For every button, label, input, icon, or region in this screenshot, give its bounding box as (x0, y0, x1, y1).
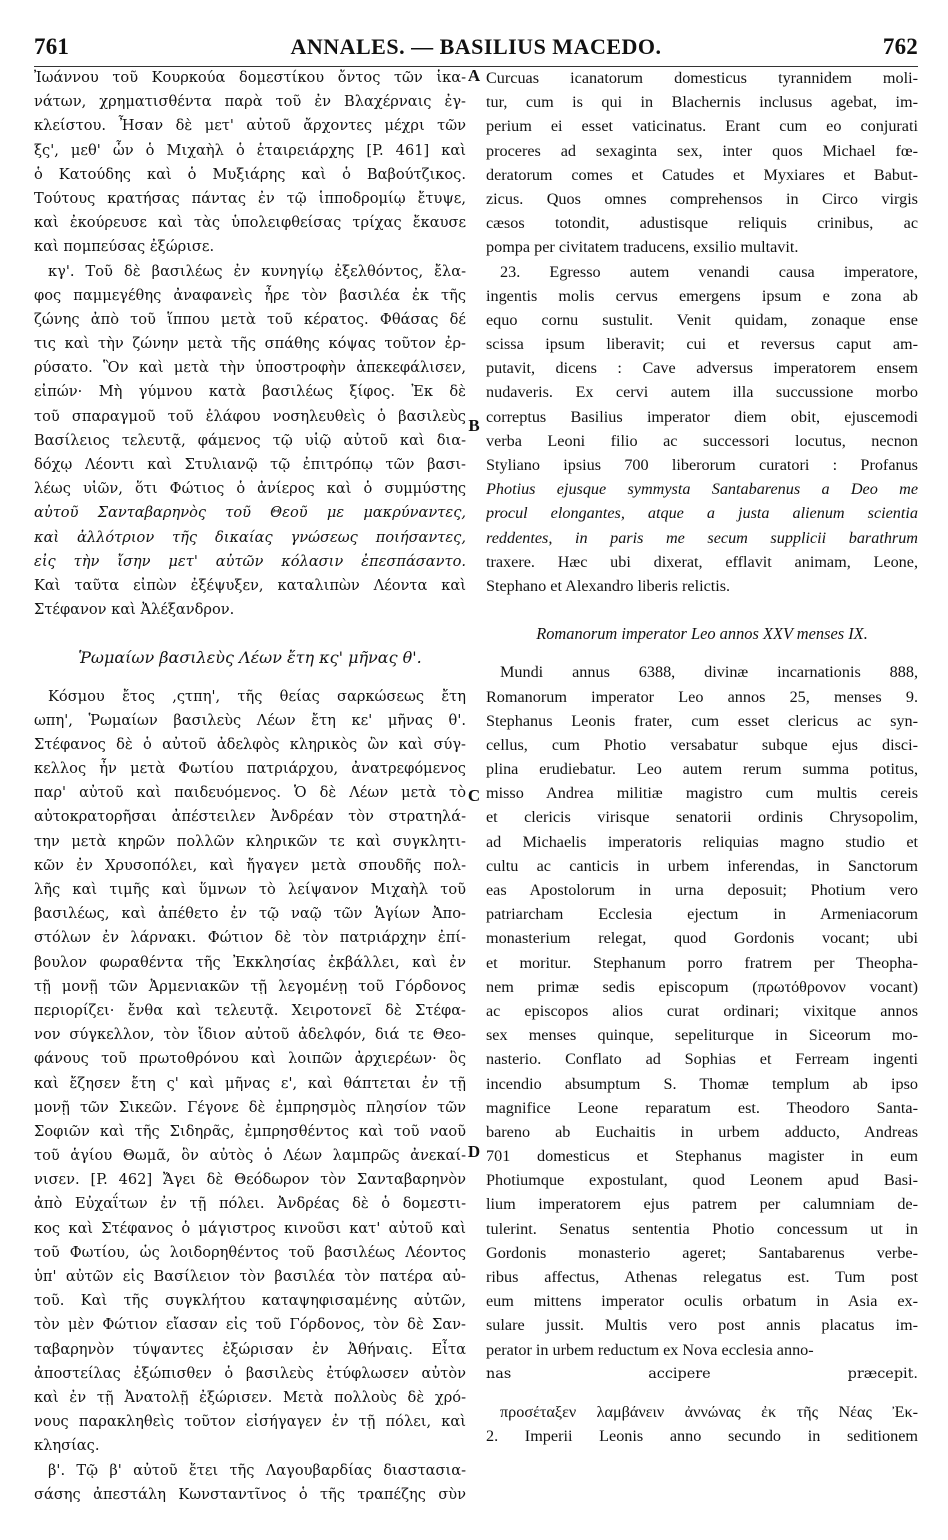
greek-line: Στέφανον καὶ Ἀλέξανδρον. (34, 601, 235, 619)
latin-line: magnifice Leone reparatum est. Theodoro Santa- (486, 1098, 918, 1117)
latin-line: plina erudiebatur. Leo autem rerum summa potitus, (486, 760, 918, 779)
latin-line: scissa ipsum liberavit; cui et reversus caput am- (486, 335, 918, 354)
latin-line: nem primæ sedis episcopum (πρωτόθρονον vocant) (486, 977, 918, 996)
latin-line: sex menses quinque, sepeliturque in Siceorum mo- (486, 1026, 918, 1045)
latin-line: nasterio. Conflato ad Sophias et Ferream ingenti (486, 1050, 918, 1069)
greek-line: καὶ ἐκούρευσε καὶ τὰς ὑπολειφθείσας τρίχας ἔκαυσε (34, 214, 466, 232)
greek-line: την μετὰ κηρῶν πολλῶν κληρικῶν τε καὶ συγκλητι- (34, 832, 466, 850)
greek-column (34, 66, 466, 1507)
greek-line: Κόσμου ἔτος ,ςτπη', τῆς θείας σαρκώσεως ἔτη (48, 687, 466, 705)
greek-line: ἀπὸ Εὐχαΐτων ἐν τῇ πόλει. Ἀνδρέας δὲ ὁ δομεστι- (34, 1195, 466, 1213)
greek-line: Τούτους κρατήσας πάντας ἐν τῷ ἱπποδρομίῳ ἔτυψε, (34, 189, 466, 207)
greek-line: νισεν. [P. 462] Ἄγει δὲ Θεόδωρον τὸν Σανταβαρηνὸν (34, 1171, 466, 1189)
greek-line: λέως υἱῶν, ὅτι Φώτιος ὁ ἀνίερος καὶ ὁ συμμύστης (34, 480, 466, 498)
margin-marker-d: D (467, 1142, 481, 1161)
latin-line: cultu ac canticis in urbem inferendas, in Sanctorum (486, 856, 918, 875)
spacer (486, 646, 918, 660)
greek-line: τοῦ ἁγίου Θωμᾶ, ὃν αὐτὸς ὁ Λέων λαμπρῶς ἀνεκαί- (34, 1147, 466, 1165)
latin-line: procul elongantes, atque a justa alienum scientia (486, 504, 918, 523)
greek-line: τοῦ Φωτίου, ὡς λοιδορηθέντος τοῦ βασιλέως Λέοντος (34, 1243, 466, 1261)
latin-line: ad Michaelis imperatoris reliquias magno studio et (486, 832, 918, 851)
latin-line: eas Apostolorum in urna deposuit; Photium vero (486, 881, 918, 899)
greek-line: καὶ ἐν τῇ Ἀνατολῇ ἐξώρισεν. Μετὰ πολλοὺς δὲ χρό- (34, 1388, 466, 1406)
greek-line: ὁ Κατούδης καὶ ὁ Μυξιάρης καὶ ὁ Βαβούτζικος. (34, 165, 466, 183)
greek-line: καὶ ἀλλότριον τῆς δικαίας γνώσεως ποιήσαντες, (34, 528, 466, 546)
latin-line: reddentes, in paris me secum supplicii barathrum (486, 528, 918, 547)
greek-line: κῶν ἐν Χρυσοπόλει, καὶ ἤγαγεν μετὰ σπουδῆς πολ- (34, 856, 466, 874)
greek-line: ωπη', Ῥωμαίων βασιλεὺς Λέων ἔτη κε' μῆνας θ'. (34, 711, 466, 729)
latin-line: monasterium relegat, quod Gordonis vocant; ubi (486, 929, 918, 948)
greek-line: δόχῳ Λέοντι καὶ Στυλιανῷ τῷ ἐπιτρόπῳ τῶν βασι- (34, 456, 466, 473)
latin-line: pompa per civitatem traducens, exsilio multavit. (486, 238, 799, 257)
greek-section-heading: Ῥωμαίων βασιλεὺς Λέων ἔτη κς' μῆνας θ'. (78, 648, 422, 668)
greek-line: φάνους τοῦ πρωτοθρόνου καὶ λοιπῶν ἀρχιερέων· ὃς (34, 1050, 466, 1068)
greek-line: ζώνης ἀπὸ τοῦ ἵππου μετὰ τοῦ κέρατος. Φθάσας δέ (34, 310, 466, 328)
greek-line: ἀποστείλας ἐξώπισθεν ὁ βασιλεὺς ἐτύφλωσεν αὐτὸν (34, 1364, 466, 1382)
latin-line: Mundi annus 6388, divinæ incarnationis 888, (500, 663, 918, 682)
greek-line: στόλων ἐν λάρνακι. Φώτιον δὲ τὸν πατριάρχην ἐπί- (34, 929, 466, 947)
latin-line: equo cornu sustulit. Venit quidam, zonaque ense (486, 310, 918, 329)
latin-line: Styliano ipsius 700 liberorum curatori : Profanus (486, 456, 918, 474)
greek-line: ρύσατο. Ὃν καὶ μετὰ τὴν ὑποστροφὴν ἀπεκεφάλισεν, (34, 359, 466, 377)
greek-line: Σοφιῶν καὶ τῆς Σιδηρᾶς, ἐμπρησθέντος καὶ τοῦ ναοῦ (34, 1122, 466, 1140)
greek-line: κελλος ἦν μετὰ Φωτίου πατριάρχου, ἀνατρεφόμενος (34, 760, 466, 778)
spacer (34, 671, 466, 685)
running-header (34, 34, 918, 64)
greek-line: νον σύγκελλον, τὸν ἴδιον αὐτοῦ ἀδελφόν, διά τε Θεο- (34, 1026, 466, 1044)
latin-line: Stephanus Leonis frater, cum esset clericus ac syn- (486, 711, 918, 730)
latin-line: zicus. Quos omnes comprehensos in Circo virgis (486, 189, 918, 208)
latin-line: tulerint. Senatus sententia Photio concessum ut in (486, 1219, 918, 1238)
margin-marker-c: C (467, 786, 481, 805)
latin-line: bareno ab Euchaitis in urbem adducto, Andreas (486, 1122, 918, 1141)
greek-line: νους παρακληθεὶς τοῦτον εἰσήγαγεν ἐν τῇ πόλει, καὶ (34, 1413, 466, 1431)
greek-line: νάτων, χρηματισθέντα παρὰ τοῦ ἐν Βλαχέρναις ἐγ- (34, 93, 466, 111)
greek-line: μονῇ τῶν Σικεῶν. Γέγονε δὲ ἐμπρησμὸς πλησίον τῶν (34, 1098, 466, 1116)
latin-line: nudaveris. Ex cervi autem illa succussione morbo (486, 383, 918, 402)
greek-line: κγ'. Τοῦ δὲ βασιλέως ἐν κυνηγίῳ ἐξελθόντος, ἔλα- (48, 262, 466, 280)
latin-section-heading: Romanorum imperator Leo annos XXV menses IX. (536, 624, 868, 644)
greek-line: λῆς καὶ τιμῆς καὶ ὕμνων τὸ λείψανον Μιχαὴλ τοῦ (34, 881, 466, 898)
latin-line: ac episcopos alios curat ordinari; vixitque annos (486, 1001, 918, 1020)
latin-line: traxere. Hæc ubi dixerat, efflavit animam, Leone, (486, 552, 918, 571)
running-title: ANNALES. — BASILIUS MACEDO. (290, 34, 662, 59)
greek-line: περιορίζει· ἔνθα καὶ τελευτᾷ. Χειροτονεῖ δὲ Στέφα- (34, 1001, 466, 1019)
spacer (486, 598, 918, 622)
greek-line: εἰς τὴν ἴσην μετ' αὐτῶν κόλασιν ἐπεσπάσαντο. (34, 552, 466, 570)
greek-line: καὶ ἔζησεν ἔτη ς' καὶ μῆνας ε', καὶ θάπτεται ἐν τῇ (34, 1074, 466, 1092)
latin-line: προσέταξεν λαμβάνειν ἀννώνας ἐκ τῆς Νέας Ἐκ- (500, 1402, 918, 1421)
latin-line: perator in urbem reductum ex Nova ecclesia anno- (486, 1340, 814, 1359)
greek-line: ὑπ' αὐτῶν εἰς Βασίλειον τὸν βασιλέα τὸν πατέρα αὐ- (34, 1268, 466, 1285)
greek-continuation-line: nas accipere præcepit. (486, 1365, 918, 1382)
latin-line: patriarcham Ecclesia ejectum in Armeniacorum (486, 905, 918, 924)
greek-line: εἰπών· Μὴ γύμνου κατὰ βασιλέως ξίφος. Ἐκ δὲ (34, 383, 466, 401)
latin-line: 2. Imperii Leonis anno secundo in seditionem (486, 1427, 918, 1446)
margin-marker-a: A (467, 66, 481, 85)
greek-line: βασιλέως, καὶ ἀπέθετο ἐν τῷ ναῷ τῶν Ἁγίων Ἀπο- (34, 905, 466, 923)
latin-line: et moritur. Stephanum porro fratrem per Theopha- (486, 953, 918, 972)
greek-line: ξς', μεθ' ὧν ὁ Μιχαὴλ ὁ ἑταιρειάρχης [P. 461] καὶ (34, 141, 466, 159)
greek-line: τῇ μονῇ τῶν Ἀρμενιακῶν τῇ λεγομένῃ τοῦ Γόρδονος (34, 977, 466, 995)
spacer (486, 1386, 918, 1400)
greek-line: κλείστου. Ἦσαν δὲ μετ' αὐτοῦ ἄρχοντες μέχρι τῶν (34, 117, 466, 135)
latin-line: sulare jussit. Multis vero post annis placatus im- (486, 1316, 918, 1335)
latin-line: cellus, cum Photio versabatur subque ejus disci- (486, 735, 918, 754)
greek-line: ταβαρηνὸν τύψαντες ἐξώρισαν ἐν Ἀθήναις. Εἶτα (34, 1340, 466, 1358)
latin-line: correptus Basilius imperator diem obit, ejuscemodi (486, 407, 918, 426)
right-page-number: 762 (882, 34, 918, 59)
latin-line: Stephano et Alexandro liberis relictis. (486, 576, 731, 595)
latin-line: verba Leoni filio ac successori locutus, necnon (486, 431, 918, 450)
latin-line: eum mittens imperator oculis orbatum in Asia ex- (486, 1292, 918, 1311)
greek-line: τοῦ σπαραγμοῦ τοῦ ἐλάφου νοσηλευθεὶς ὁ βασιλεὺς (34, 407, 466, 425)
greek-line: τοῦ. Καὶ τῆς συγκλήτου καταψηφισαμένης αὐτῶν, (34, 1292, 466, 1310)
latin-line: tur, cum is qui in Blachernis inclusus agebat, im- (486, 93, 918, 112)
latin-line: 701 domesticus et Stephanus magister in eum (486, 1147, 918, 1166)
greek-line: Βασίλειος τελευτᾷ, φάμενος τῷ υἱῷ αὐτοῦ καὶ δια- (34, 431, 466, 449)
left-page-number: 761 (34, 34, 70, 59)
greek-line: καὶ πομπεύσας ἐξώρισε. (34, 238, 215, 256)
spacer (34, 622, 466, 646)
latin-line: et clericis virisque senatorii ordinis Chrysopolim, (486, 808, 918, 827)
latin-line: ingentis molis cervus emergens ipsum e zona ab (486, 286, 918, 305)
latin-line: 23. Egresso autem venandi causa imperatore, (500, 262, 918, 281)
greek-line: κλησίας. (34, 1437, 100, 1455)
latin-line: Curcuas icanatorum domesticus tyrannidem moli- (486, 69, 918, 87)
greek-line: Στέφανος δὲ ὁ αὐτοῦ ἀδελφὸς κληρικὸς ὢν καὶ σύγ- (34, 735, 466, 753)
greek-line: Καὶ ταῦτα εἰπὼν ἐξέψυξεν, καταλιπὼν Λέοντα καὶ (34, 576, 466, 594)
greek-line: αὐτοῦ Σανταβαρηνὸς τοῦ Θεοῦ με μακρύναντες, (34, 504, 466, 522)
greek-line: κος καὶ Στέφανος ὁ μάγιστρος κινοῦσι κατ' αὐτοῦ καὶ (34, 1219, 466, 1237)
latin-line: ribus affectus, Athenas relegatus est. Tum post (486, 1268, 918, 1286)
greek-line: αὐτοκρατορῆσαι ἀπέστειλεν Ἀνδρέαν τὸν στρατηλά- (34, 808, 466, 826)
latin-line: incendio absumptum S. Thomæ templum ab ipso (486, 1074, 918, 1093)
latin-line: misso Andrea militiæ magistro cum multis cereis (486, 784, 918, 803)
latin-line: Photius ejusque symmysta Santabarenus a Deo me (486, 480, 918, 499)
latin-line: lium imperatorem ejus patrem per calumniam de- (486, 1195, 918, 1214)
latin-line: deratorum comes et Catudes et Myxiares et Babut- (486, 165, 918, 184)
latin-column (486, 66, 918, 1448)
latin-line: putavit, dicens : Cave adversus imperatorem ensem (486, 359, 918, 378)
greek-line: φος παμμεγέθης ἀναφανεὶς ἦρε τὸν βασιλέα ἐκ τῆς (34, 286, 466, 304)
greek-line: παρ' αὐτοῦ καὶ παιδευόμενος. Ὁ δὲ Λέων μετὰ τὸ (34, 784, 466, 802)
greek-line: τις καὶ τὴν ζώνην μετὰ τῆς σπάθης κόψας τοῦτον ἐρ- (34, 335, 466, 353)
latin-line: proceres ad sexaginta sex, inter quos Michael fœ- (486, 141, 918, 160)
greek-line: τὸν μὲν Φώτιον εἴασαν εἰς τοῦ Γόρδονος, τὸν δὲ Σαν- (34, 1316, 466, 1334)
latin-line: cæsos totondit, adustisque reliquis crinibus, ac (486, 214, 918, 233)
greek-line: βουλον φωραθέντα τῆς Ἐκκλησίας ἐκβάλλει, καὶ ἐν (34, 953, 466, 971)
latin-line: Photiumque expostulant, quod Leonem apud Basi- (486, 1171, 918, 1190)
greek-line: σάσης ἀπεστάλη Κωνσταντῖνος ὁ τῆς τραπέζης σὺν (34, 1485, 466, 1503)
greek-line: Ἰωάννου τοῦ Κουρκούα δομεστίκου ὄντος τῶν ἱκα- (34, 69, 466, 86)
latin-line: perium ei esset vaticinatus. Erant cum eo conjurati (486, 117, 918, 136)
latin-line: Gordonis monasterio ageret; Santabarenus verbe- (486, 1243, 918, 1262)
latin-line: Romanorum imperator Leo annos 25, menses 9. (486, 687, 918, 706)
margin-marker-b: B (468, 416, 480, 435)
greek-line: β'. Τῷ β' αὐτοῦ ἔτει τῆς Λαγουβαρδίας διαστασια- (48, 1461, 466, 1479)
